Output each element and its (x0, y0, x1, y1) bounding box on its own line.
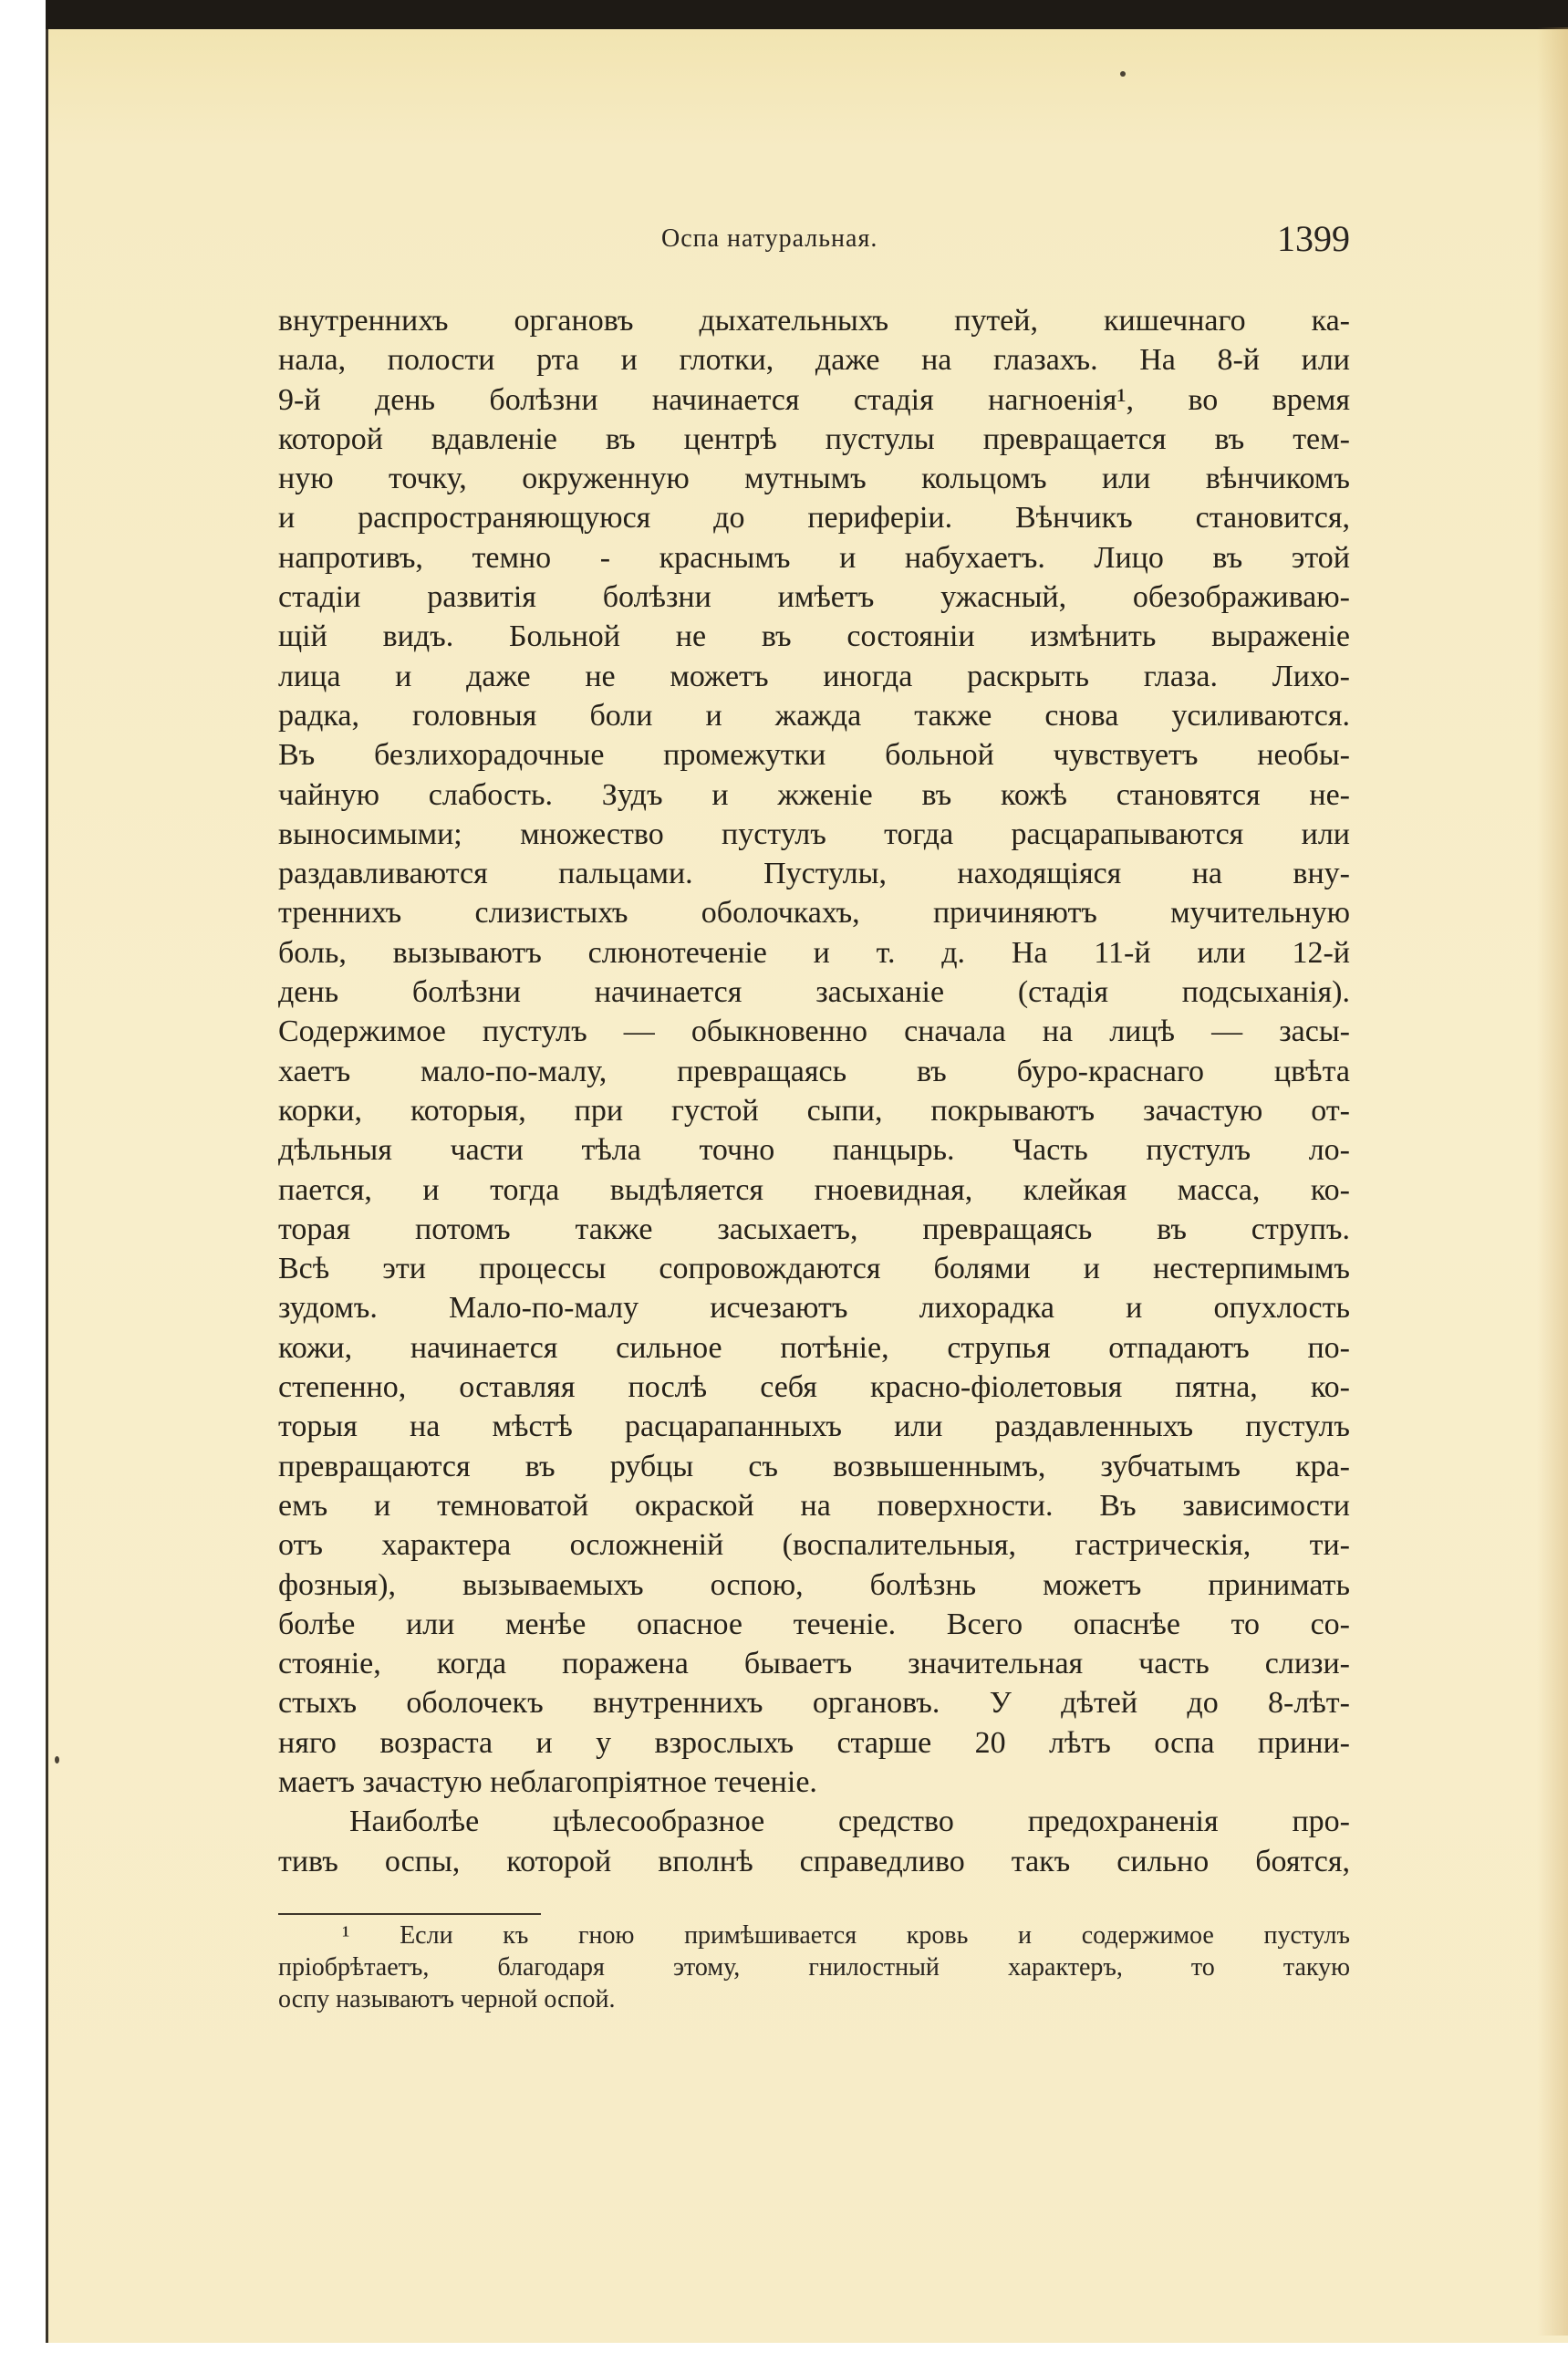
text-line: 9-й день болѣзни начинается стадія нагноенія¹, во время (278, 382, 1350, 417)
text-line: дѣльныя части тѣла точно панцырь. Часть пустулъ ло- (278, 1133, 1350, 1168)
text-line: пается, и тогда выдѣляется гноевидная, клейкая масса, ко- (278, 1172, 1350, 1207)
page-edge-shadow (1537, 27, 1568, 2336)
scan-margin-left (0, 0, 46, 2372)
paper-speck (1120, 71, 1126, 77)
text-line: напротивъ, темно - краснымъ и набухаетъ. Лицо въ этой (278, 540, 1350, 575)
text-line: корки, которыя, при густой сыпи, покрываютъ зачастую от- (278, 1093, 1350, 1128)
text-line: няго возраста и у взрослыхъ старше 20 лѣтъ оспа прини- (278, 1725, 1350, 1760)
text-line: стыхъ оболочекъ внутреннихъ органовъ. У дѣтей до 8-лѣт- (278, 1686, 1350, 1721)
scan-margin-bottom (0, 2343, 1568, 2372)
page-number: 1399 (1277, 218, 1350, 259)
text-line: торыя на мѣстѣ расцарапанныхъ или раздавленныхъ пустулъ (278, 1410, 1350, 1444)
text-line: щій видъ. Больной не въ состояніи измѣнить выраженіе (278, 619, 1350, 654)
text-line: Въ безлихорадочные промежутки больной чувствуетъ необы- (278, 738, 1350, 773)
text-line: хаетъ мало-по-малу, превращаясь въ буро-краснаго цвѣта (278, 1054, 1350, 1088)
text-line: боль, вызываютъ слюнотеченіе и т. д. На 11-й или 12-й (278, 935, 1350, 970)
footnote-line: пріобрѣтаетъ, благодаря этому, гнилостный характеръ, то такую (278, 1953, 1350, 1982)
text-line: стадіи развитія болѣзни имѣетъ ужасный, обезображиваю- (278, 580, 1350, 615)
running-title: Оспа натуральная. (661, 224, 878, 253)
text-line: торая потомъ также засыхаетъ, превращаясь въ струпъ. (278, 1212, 1350, 1246)
text-line: ную точку, окруженную мутнымъ кольцомъ или вѣнчикомъ (278, 462, 1350, 496)
text-line: чайную слабость. Зудъ и жженіе въ кожѣ становятся не- (278, 777, 1350, 812)
footnote (278, 1919, 1350, 2015)
paragraph-end-line: маетъ зачастую неблагопріятное теченіе. (278, 1764, 817, 1799)
text-line: треннихъ слизистыхъ оболочкахъ, причиняютъ мучительную (278, 896, 1350, 931)
text-line: которой вдавленіе въ центрѣ пустулы превращается въ тем- (278, 421, 1350, 456)
text-line: нала, полости рта и глотки, даже на глазахъ. На 8-й или (278, 343, 1350, 378)
footnote-line: ¹ Если къ гною примѣшивается кровь и содержимое пустулъ (342, 1921, 1350, 1950)
text-line: и распространяющуюся до периферіи. Вѣнчикъ становится, (278, 501, 1350, 536)
text-line: фозныя), вызываемыхъ оспою, болѣзнь можетъ принимать (278, 1567, 1350, 1602)
text-line: зудомъ. Мало-по-малу исчезаютъ лихорадка и опухлость (278, 1291, 1350, 1326)
footnote-line: оспу называютъ черной оспой. (278, 1985, 616, 2013)
text-line: стояніе, когда поражена бываетъ значительная часть слизи- (278, 1647, 1350, 1681)
text-line: выносимыми; множество пустулъ тогда расцарапываются или (278, 817, 1350, 851)
text-line: раздавливаются пальцами. Пустулы, находящіяся на вну- (278, 857, 1350, 891)
text-line: лица и даже не можетъ иногда раскрыть глаза. Лихо- (278, 659, 1350, 693)
text-line: Всѣ эти процессы сопровождаются болями и нестерпимымъ (278, 1252, 1350, 1286)
text-line: радка, головныя боли и жажда также снова усиливаются. (278, 698, 1350, 733)
paragraph-start-line: Наиболѣе цѣлесообразное средство предохраненія про- (349, 1805, 1350, 1839)
footnote-divider (278, 1913, 541, 1915)
text-line: кожи, начинается сильное потѣніе, струпья отпадаютъ по- (278, 1330, 1350, 1365)
text-line: емъ и темноватой окраской на поверхности. Въ зависимости (278, 1488, 1350, 1523)
page-header (278, 217, 1350, 272)
text-line: день болѣзни начинается засыханіе (стадія подсыханія). (278, 975, 1350, 1010)
scan-top-edge (46, 0, 1568, 29)
text-line: болѣе или менѣе опасное теченіе. Всего опаснѣе то со- (278, 1607, 1350, 1641)
text-line: Содержимое пустулъ — обыкновенно сначала на лицѣ — засы- (278, 1014, 1350, 1049)
text-line: превращаются въ рубцы съ возвышеннымъ, зубчатымъ кра- (278, 1449, 1350, 1483)
main-text (278, 301, 1350, 1881)
text-line: внутреннихъ органовъ дыхательныхъ путей, кишечнаго ка- (278, 304, 1350, 338)
text-line: степенно, оставляя послѣ себя красно-фіолетовыя пятна, ко- (278, 1370, 1350, 1405)
paper-speck (55, 1756, 59, 1763)
text-line: тивъ оспы, которой вполнѣ справедливо такъ сильно боятся, (278, 1844, 1350, 1878)
text-line: отъ характера осложненій (воспалительныя, гастрическія, ти- (278, 1528, 1350, 1563)
